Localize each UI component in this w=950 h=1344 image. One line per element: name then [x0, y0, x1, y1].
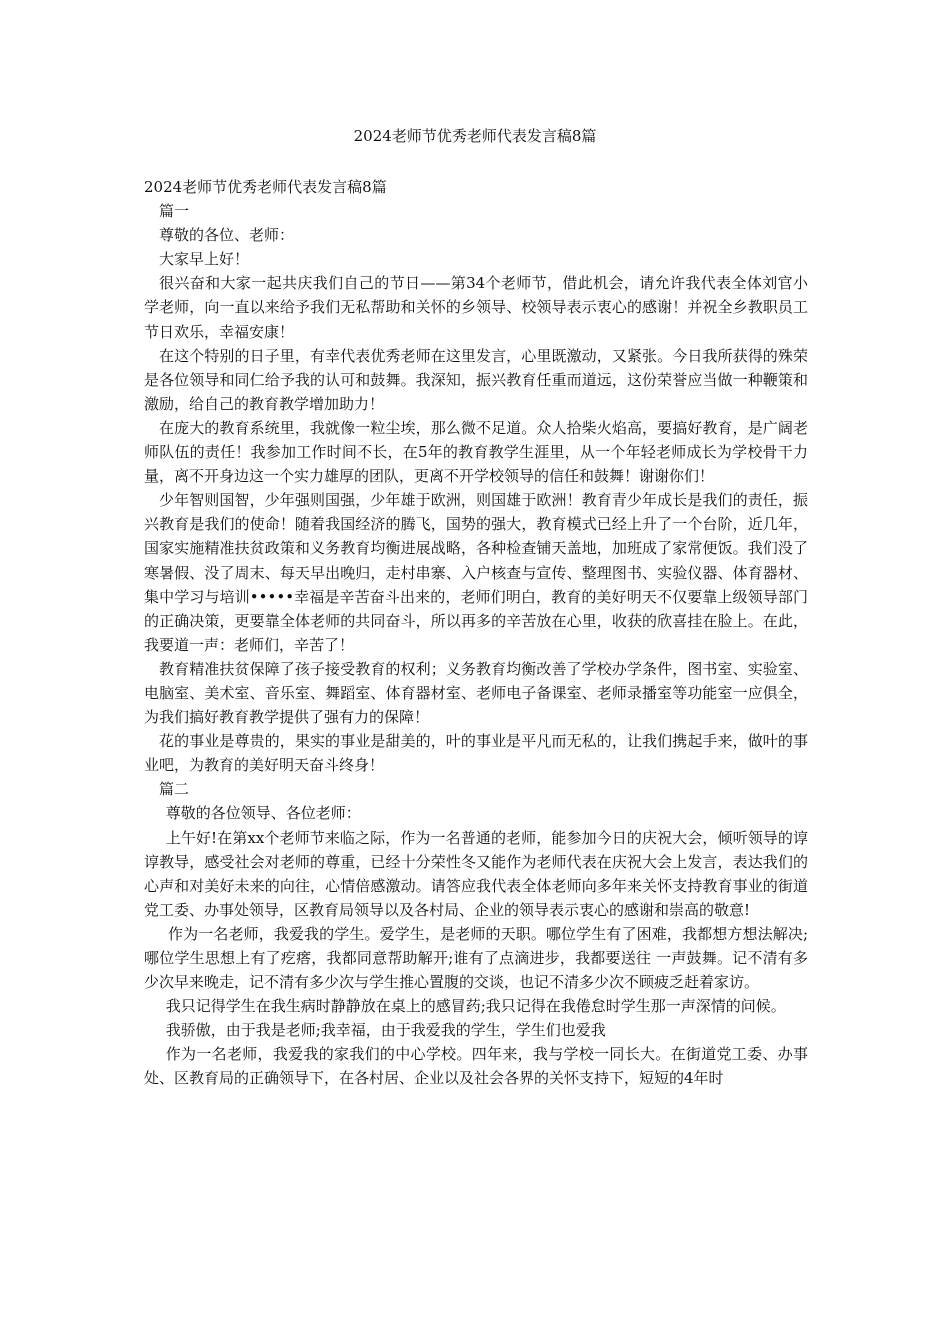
greeting: 大家早上好！: [159, 250, 250, 269]
paragraph: 作为一名老师，我爱我的家我们的中心学校。四年来，我与学校一同长大。在街道党工委、办事处、区教育局的正确领导下，在各村居、企业以及社会各界的关怀支持下，短短的4年时: [144, 1045, 808, 1088]
section-heading-1: 篇一: [159, 202, 190, 221]
paragraph: 我只记得学生在我生病时静静放在桌上的感冒药;我只记得在我倦怠时学生那一声深情的问候。: [165, 997, 786, 1016]
paragraph: 上午好!在第xx个老师节来临之际，作为一名普通的老师，能参加今日的庆祝大会，倾听领导的谆谆教导，感受社会对老师的尊重，已经十分荣性冬又能作为老师代表在庆祝大会上发言，表达我们的心声和对美好未来的向往，心情倍感激动。请答应我代表全体老师向多年来关怀支持教育事业的街道党工委、办事处领导，区教育局领导以及各村局、企业的领导表示衷心的感谢和崇高的敬意!: [144, 828, 808, 919]
salutation: 尊敬的各位、老师：: [159, 226, 295, 245]
paragraph: 教育精准扶贫保障了孩子接受教育的权利；义务教育均衡改善了学校办学条件，图书室、实验室、电脑室、美术室、音乐室、舞蹈室、体育器材室、老师电子备课室、老师录播室等功能室一应俱全，为我们搞好教育教学提供了强有力的保障！: [144, 659, 808, 727]
paragraph: 花的事业是尊贵的，果实的事业是甜美的，叶的事业是平凡而无私的，让我们携起手来，做叶的事业吧，为教育的美好明天奋斗终身！: [144, 732, 808, 775]
paragraph: 很兴奋和大家一起共庆我们自己的节日——第34个老师节，借此机会，请允许我代表全体刘官小学老师，向一直以来给予我们无私帮助和关怀的乡领导、校领导表示衷心的感谢！并祝全乡教职员工节日欢乐，幸福安康！: [144, 274, 808, 341]
paragraph: 少年智则国智，少年强则国强，少年雄于欧洲，则国雄于欧洲！教育青少年成长是我们的责任，振兴教育是我们的使命！随着我国经济的腾飞，国势的强大，教育模式已经上升了一个台阶，近几年，国家实施精准扶贫政策和义务教育均衡进展战略，各种检查铺天盖地，加班成了家常便饭。我们没了寒暑假、没了周末、每天早出晚归，走村串寨、入户核查与宣传、整理图书、实验仪器、体育器材、集中学习与培训•••••幸福是辛苦奋斗出来的，老师们明白，教育的美好明天不仅要靠上级领导部门的正确决策，更要靠全体老师的共同奋斗，所以再多的辛苦放在心里，收获的欣喜挂在脸上。在此，我要道一声：老师们，辛苦了！: [144, 491, 808, 654]
paragraph: 作为一名老师，我爱我的学生。爱学生，是老师的天职。哪位学生有了困难，我都想方想法解决;哪位学生思想上有了疙瘩，我都同意帮助解开;谁有了点滴进步，我都要送往 一声鼓舞。记不清有多少次早来晚走，记不清有多少次与学生推心置腹的交谈，也记不清多少次不顾疲乏赶着家访。: [144, 924, 808, 992]
section-heading-2: 篇二: [159, 780, 190, 799]
salutation: 尊敬的各位领导、各位老师：: [165, 804, 361, 823]
paragraph: 在庞大的教育系统里，我就像一粒尘埃，那么微不足道。众人拾柴火焰高，要搞好教育，是广阔老师队伍的责任！我参加工作时间不长，在5年的教育教学生涯里，从一个年轻老师成长为学校骨干力量，离不开身边这一个实力雄厚的团队，更离不开学校领导的信任和鼓舞！谢谢你们！: [144, 418, 808, 486]
paragraph: 在这个特别的日子里，有幸代表优秀老师在这里发言，心里既激动，又紧张。今日我所获得的殊荣是各位领导和同仁给予我的认可和鼓舞。我深知，振兴教育任重而道远，这份荣誉应当做一种鞭策和激励，给自己的教育教学增加助力！: [144, 346, 808, 413]
paragraph: 我骄傲，由于我是老师;我幸福，由于我爱我的学生，学生们也爱我: [165, 1021, 606, 1040]
document-body: [144, 175, 808, 1091]
document-title: 2024老师节优秀老师代表发言稿8篇: [353, 127, 597, 145]
document-subtitle: 2024老师节优秀老师代表发言稿8篇: [144, 178, 387, 196]
